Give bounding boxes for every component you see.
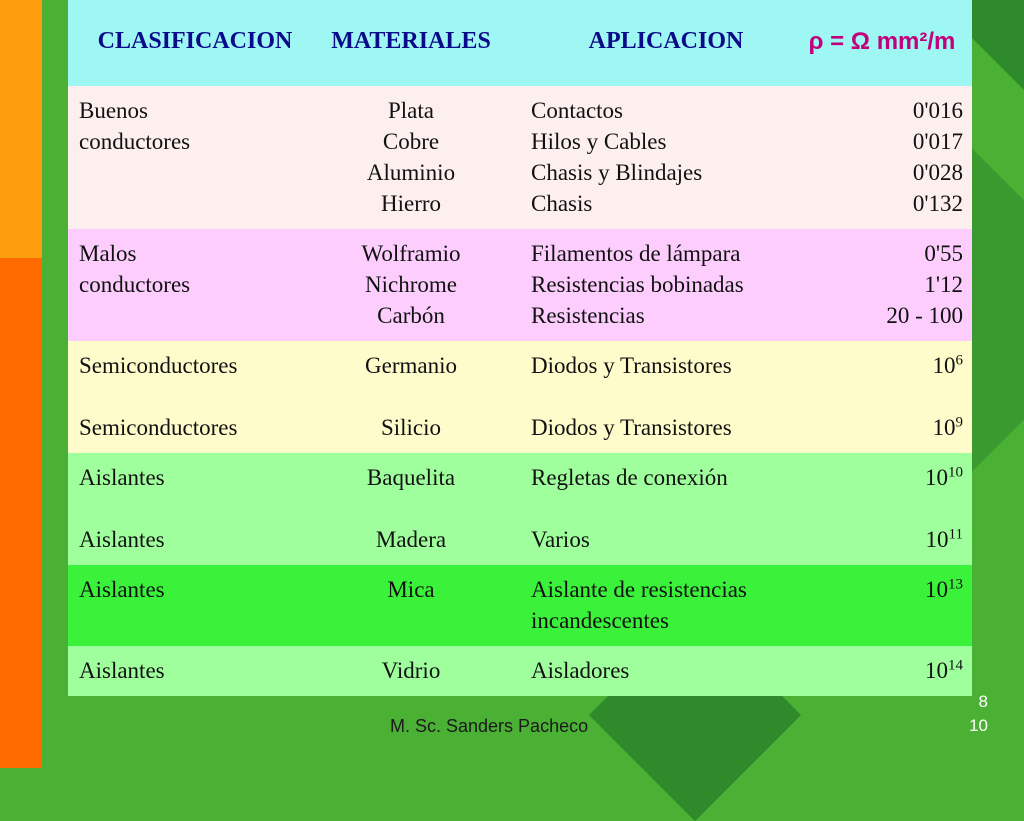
resistivity-cell-line: 0'028 bbox=[912, 160, 963, 185]
table-row bbox=[68, 229, 972, 341]
classification-cell-line: Buenos bbox=[79, 98, 148, 123]
materials-cell bbox=[311, 646, 511, 696]
application-cell-line: Contactos bbox=[531, 98, 623, 123]
application-cell-line: Aisladores bbox=[531, 658, 630, 683]
application-cell-line: Resistencias bbox=[531, 303, 645, 328]
classification-cell-line: Malos bbox=[79, 241, 137, 266]
table-row bbox=[68, 565, 972, 646]
classification-cell-line bbox=[79, 381, 311, 412]
materials-cell-line: Baquelita bbox=[366, 465, 456, 490]
table-row bbox=[68, 341, 972, 453]
resistivity-cell-line: $10^{11}$ bbox=[925, 526, 963, 552]
resistivity-cell-line: $10^9$ bbox=[932, 414, 963, 440]
materials-cell-line: Carbón bbox=[377, 303, 445, 328]
classification-cell-line: Aislantes bbox=[79, 527, 165, 552]
application-cell-line: Filamentos de lámpara bbox=[531, 241, 741, 266]
application-cell-line bbox=[531, 381, 801, 412]
classification-cell bbox=[68, 453, 311, 565]
exponent: 10 bbox=[948, 464, 963, 481]
exponent: 9 bbox=[955, 414, 963, 431]
classification-cell-line: conductores bbox=[79, 129, 191, 154]
application-cell-line: Regletas de conexión bbox=[531, 465, 728, 490]
classification-cell-line bbox=[79, 493, 311, 524]
application-cell-line: Resistencias bobinadas bbox=[531, 272, 744, 297]
materials-cell-line: Germanio bbox=[365, 353, 457, 378]
application-cell-line: Hilos y Cables bbox=[531, 129, 667, 154]
resistivity-cell-line: $10^{14}$ bbox=[925, 657, 963, 683]
header-materials: MATERIALES bbox=[311, 0, 511, 86]
classification-cell-line: Aislantes bbox=[79, 577, 165, 602]
classification-cell-line: Aislantes bbox=[79, 658, 165, 683]
application-cell bbox=[511, 86, 801, 229]
application-cell-line: Chasis y Blindajes bbox=[531, 160, 703, 185]
table-header-row bbox=[68, 0, 972, 86]
application-cell-line: incandescentes bbox=[531, 608, 669, 633]
materials-cell-line: Cobre bbox=[382, 129, 440, 154]
application-cell-line bbox=[531, 493, 801, 524]
resistivity-cell bbox=[801, 565, 972, 646]
materials-cell-line: Silicio bbox=[380, 415, 442, 440]
materials-cell bbox=[311, 86, 511, 229]
resistivity-cell-line: 0'017 bbox=[912, 129, 963, 154]
materials-cell bbox=[311, 229, 511, 341]
application-cell-line: Varios bbox=[531, 527, 590, 552]
page-number-top: 8 bbox=[978, 692, 988, 711]
resistivity-cell-line: 0'016 bbox=[912, 98, 963, 123]
application-cell-line: Diodos y Transistores bbox=[531, 353, 732, 378]
exponent: 11 bbox=[948, 526, 963, 543]
classification-cell bbox=[68, 646, 311, 696]
exponent: 6 bbox=[955, 352, 963, 369]
materials-cell-line: Wolframio bbox=[361, 241, 461, 266]
classification-cell bbox=[68, 341, 311, 453]
resistivity-cell-line bbox=[801, 493, 963, 524]
materials-cell-line: Mica bbox=[387, 577, 435, 602]
resistivity-cell-line: $10^{13}$ bbox=[925, 576, 963, 602]
resistivity-cell bbox=[801, 646, 972, 696]
resistivity-cell-line: 20 - 100 bbox=[886, 303, 963, 328]
classification-cell-line: Semiconductores bbox=[79, 353, 238, 378]
materials-cell-line: Aluminio bbox=[366, 160, 456, 185]
resistivity-cell-line: $10^6$ bbox=[932, 352, 963, 378]
classification-cell bbox=[68, 229, 311, 341]
materials-cell-line: Plata bbox=[388, 98, 434, 123]
classification-cell-line: conductores bbox=[79, 272, 191, 297]
exponent: 13 bbox=[948, 576, 963, 593]
application-cell bbox=[511, 646, 801, 696]
materials-cell-line: Hierro bbox=[380, 191, 442, 216]
resistivity-cell-line: $10^{10}$ bbox=[925, 464, 963, 490]
header-application: APLICACION bbox=[511, 0, 801, 86]
materials-cell-line bbox=[311, 493, 511, 524]
table-row bbox=[68, 453, 972, 565]
materials-cell bbox=[311, 341, 511, 453]
application-cell bbox=[511, 453, 801, 565]
application-cell bbox=[511, 565, 801, 646]
application-cell bbox=[511, 229, 801, 341]
materials-cell bbox=[311, 453, 511, 565]
resistivity-cell bbox=[801, 229, 972, 341]
application-cell bbox=[511, 341, 801, 453]
resistivity-cell-line: 0'132 bbox=[912, 191, 963, 216]
resistivity-cell bbox=[801, 341, 972, 453]
table-row bbox=[68, 86, 972, 229]
materials-cell-line bbox=[311, 381, 511, 412]
materials-cell-line: Nichrome bbox=[365, 272, 457, 297]
resistivity-cell-line: 1'12 bbox=[924, 272, 963, 297]
page-number bbox=[969, 690, 988, 738]
classification-cell-line: Aislantes bbox=[79, 465, 165, 490]
classification-cell bbox=[68, 565, 311, 646]
classification-cell-line: Semiconductores bbox=[79, 415, 238, 440]
page-number-bottom: 10 bbox=[969, 716, 988, 735]
header-classification: CLASIFICACION bbox=[68, 0, 311, 86]
classification-cell bbox=[68, 86, 311, 229]
author-footer: M. Sc. Sanders Pacheco bbox=[390, 716, 589, 736]
resistivity-table bbox=[68, 0, 972, 696]
materials-cell bbox=[311, 565, 511, 646]
header-resistivity: ρ = Ω mm²/m bbox=[801, 0, 972, 86]
exponent: 14 bbox=[948, 657, 963, 674]
table-row bbox=[68, 646, 972, 696]
resistivity-cell-line bbox=[801, 381, 963, 412]
left-amber-bar bbox=[0, 0, 42, 258]
application-cell-line: Chasis bbox=[531, 191, 593, 216]
resistivity-cell bbox=[801, 453, 972, 565]
materials-cell-line: Madera bbox=[375, 527, 447, 552]
application-cell-line: Aislante de resistencias bbox=[531, 577, 747, 602]
application-cell-line: Diodos y Transistores bbox=[531, 415, 732, 440]
resistivity-cell bbox=[801, 86, 972, 229]
materials-cell-line: Vidrio bbox=[381, 658, 441, 683]
resistivity-cell-line: 0'55 bbox=[924, 241, 963, 266]
